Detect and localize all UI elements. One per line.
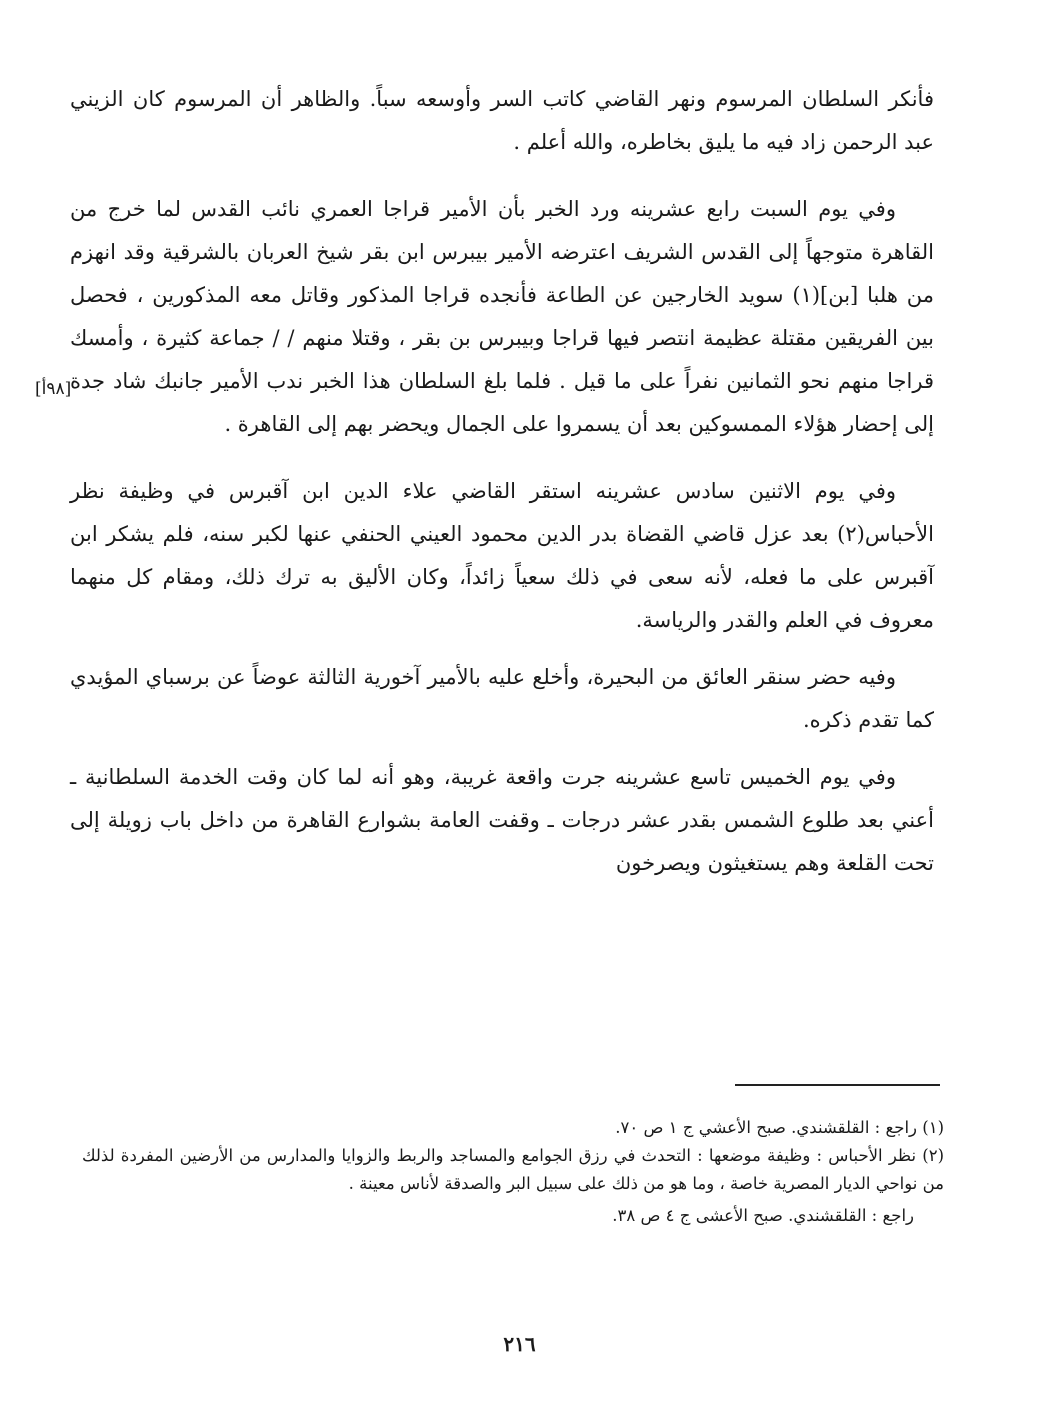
folio-marker: [٩٨أ]: [35, 379, 72, 399]
footnote-divider: [735, 1084, 940, 1086]
main-text: [70, 78, 934, 885]
page-number: ٢١٦: [503, 1332, 536, 1356]
paragraph-1: فأنكر السلطان المرسوم ونهر القاضي كاتب السر وأوسعه سباً. والظاهر أن المرسوم كان الزيني عبد الرحمن زاد فيه ما يليق بخاطره، والله أعلم .: [70, 87, 934, 154]
paragraph-5: وفي يوم الخميس تاسع عشرينه جرت واقعة غريبة، وهو أنه لما كان وقت الخدمة السلطانية ـ أعني بعد طلوع الشمس بقدر عشر درجات ـ وقفت العامة بشوارع القاهرة من داخل باب زويلة إلى تحت القلعة وهم يستغيثون ويصرخون: [70, 765, 934, 875]
footnote-2: (٢) نظر الأحباس : وظيفة موضعها : التحدث في رزق الجوامع والمساجد والربط والزوايا والمدارس من الأرضين المفردة لذلك من نواحي الديار المصرية خاصة ، وما هو من ذلك على سبيل البر والصدقة لأناس معينة .: [82, 1146, 944, 1193]
paragraph-4: وفيه حضر سنقر العائق من البحيرة، وأخلع عليه بالأمير آخورية الثالثة عوضاً عن برسباي المؤيدي كما تقدم ذكره.: [70, 665, 934, 732]
paragraph-3: وفي يوم الاثنين سادس عشرينه استقر القاضي علاء الدين ابن آقبرس في وظيفة نظر الأحباس(٢) بعد عزل قاضي القضاة بدر الدين محمود العيني الحنفي عنها لكبر سنه، فلم يشكر ابن آقبرس على ما فعله، لأنه سعى في ذلك سعياً زائداً، وكان الأليق به ترك ذلك، ومقام كل منهما معروف في العلم والقدر والرياسة.: [70, 479, 934, 632]
footnote-1: (١) راجع : القلقشندي. صبح الأعشي ج ١ ص ٧٠.: [615, 1118, 944, 1137]
footnotes: [82, 1114, 944, 1230]
footnote-2-reference: راجع : القلقشندي. صبح الأعشى ج ٤ ص ٣٨.: [612, 1206, 914, 1225]
paragraph-2: وفي يوم السبت رابع عشرينه ورد الخبر بأن الأمير قراجا العمري نائب القدس لما خرج من القاهرة متوجهاً إلى القدس الشريف اعترضه الأمير بيبرس ابن بقر شيخ العربان بالشرقية وقد انهزم من هلبا [بن](١) سويد الخارجين عن الطاعة فأنجده قراجا المذكور وقاتل معه المذكورين ، فحصل بين الفريقين مقتلة عظيمة انتصر فيها قراجا وبيبرس بن بقر ، وقتلا منهم / / جماعة كثيرة ، وأمسك قراجا منهم نحو الثمانين نفراً على ما قيل . فلما بلغ السلطان هذا الخبر ندب الأمير جانبك شاد جدة إلى إحضار هؤلاء الممسوكين بعد أن يسمروا على الجمال ويحضر بهم إلى القاهرة .: [70, 197, 934, 436]
